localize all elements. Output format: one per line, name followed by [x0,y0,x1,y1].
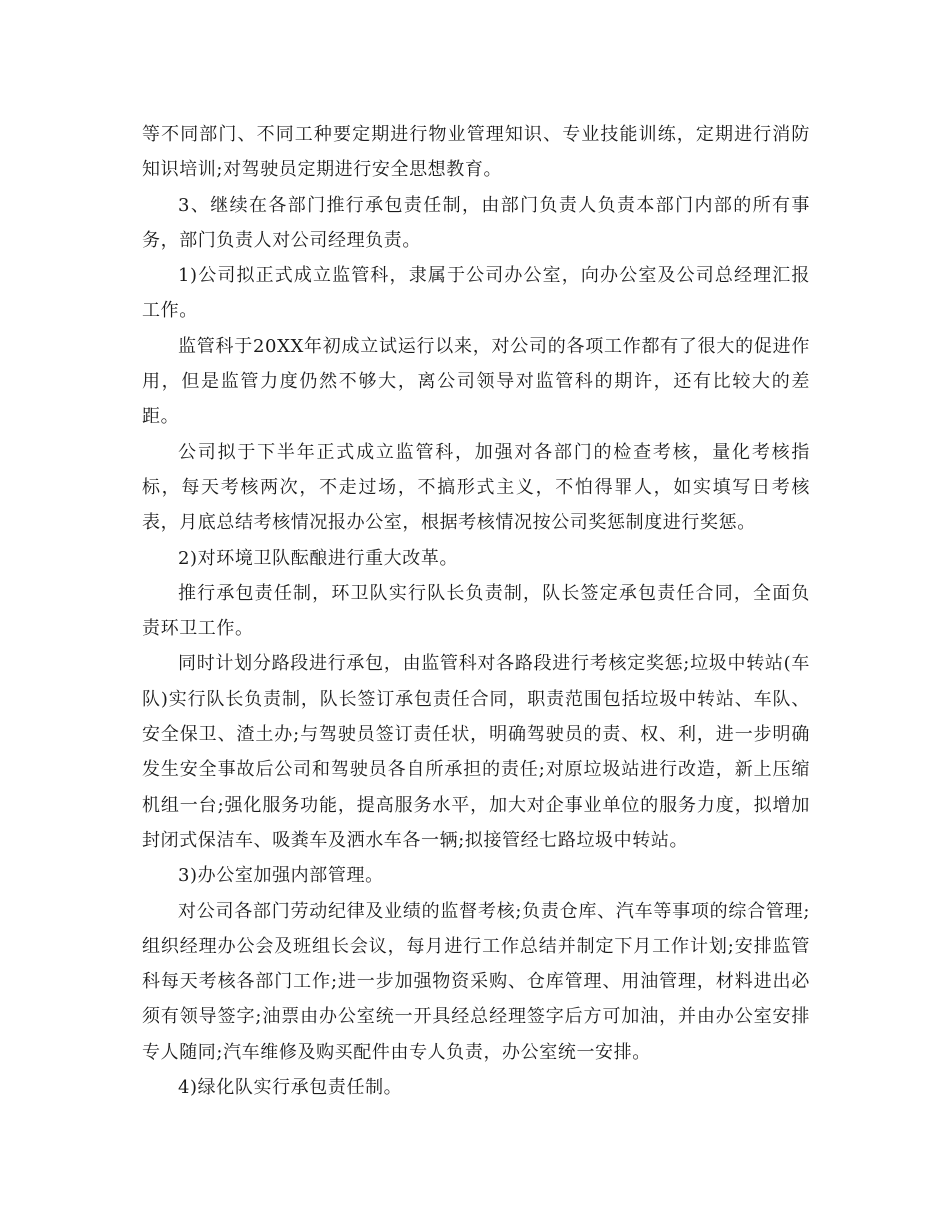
paragraph-6: 2)对环境卫队酝酿进行重大改革。 [178,547,459,569]
paragraph-3: 1)公司拟正式成立监管科，隶属于公司办公室，向办公室及公司总经理汇报工作。 [142,265,810,322]
paragraph-8: 同时计划分路段进行承包，由监管科对各路段进行考核定奖惩;垃圾中转站(车队)实行队长负责制，队长签订承包责任合同，职责范围包括垃圾中转站、车队、安全保卫、渣土办;与驾驶员签订责任状，明确驾驶员的责、权、利，进一步明确发生安全事故后公司和驾驶员各自所承担的责任;对原垃圾站进行改造，新上压缩机组一台;强化服务功能，提高服务水平，加大对企事业单位的服务力度，拟增加封闭式保洁车、吸粪车及洒水车各一辆;拟接管经七路垃圾中转站。 [142,653,810,851]
paragraph-10: 对公司各部门劳动纪律及业绩的监督考核;负责仓库、汽车等事项的综合管理;组织经理办公会及班组长会议，每月进行工作总结并制定下月工作计划;安排监管科每天考核各部门工作;进一步加强物资采购、仓库管理、用油管理，材料进出必须有领导签字;油票由办公室统一开具经总经理签字后方可加油，并由办公室安排专人随同;汽车维修及购买配件由专人负责，办公室统一安排。 [142,900,810,1063]
paragraph-1: 等不同部门、不同工种要定期进行物业管理知识、专业技能训练，定期进行消防知识培训;对驾驶员定期进行安全思想教育。 [142,124,810,181]
paragraph-5: 公司拟于下半年正式成立监管科，加强对各部门的检查考核，量化考核指标，每天考核两次，不走过场，不搞形式主义，不怕得罪人，如实填写日考核表，月底总结考核情况报办公室，根据考核情况按公司奖惩制度进行奖惩。 [142,441,810,534]
paragraph-4: 监管科于20XX年初成立试运行以来，对公司的各项工作都有了很大的促进作用，但是监管力度仍然不够大，离公司领导对监管科的期许，还有比较大的差距。 [142,335,810,428]
paragraph-2: 3、继续在各部门推行承包责任制，由部门负责人负责本部门内部的所有事务，部门负责人对公司经理负责。 [142,194,810,251]
document-body [142,117,810,1105]
paragraph-11: 4)绿化队实行承包责任制。 [178,1077,403,1099]
paragraph-9: 3)办公室加强内部管理。 [178,865,384,887]
paragraph-7: 推行承包责任制，环卫队实行队长负责制，队长签定承包责任合同，全面负责环卫工作。 [142,582,810,640]
